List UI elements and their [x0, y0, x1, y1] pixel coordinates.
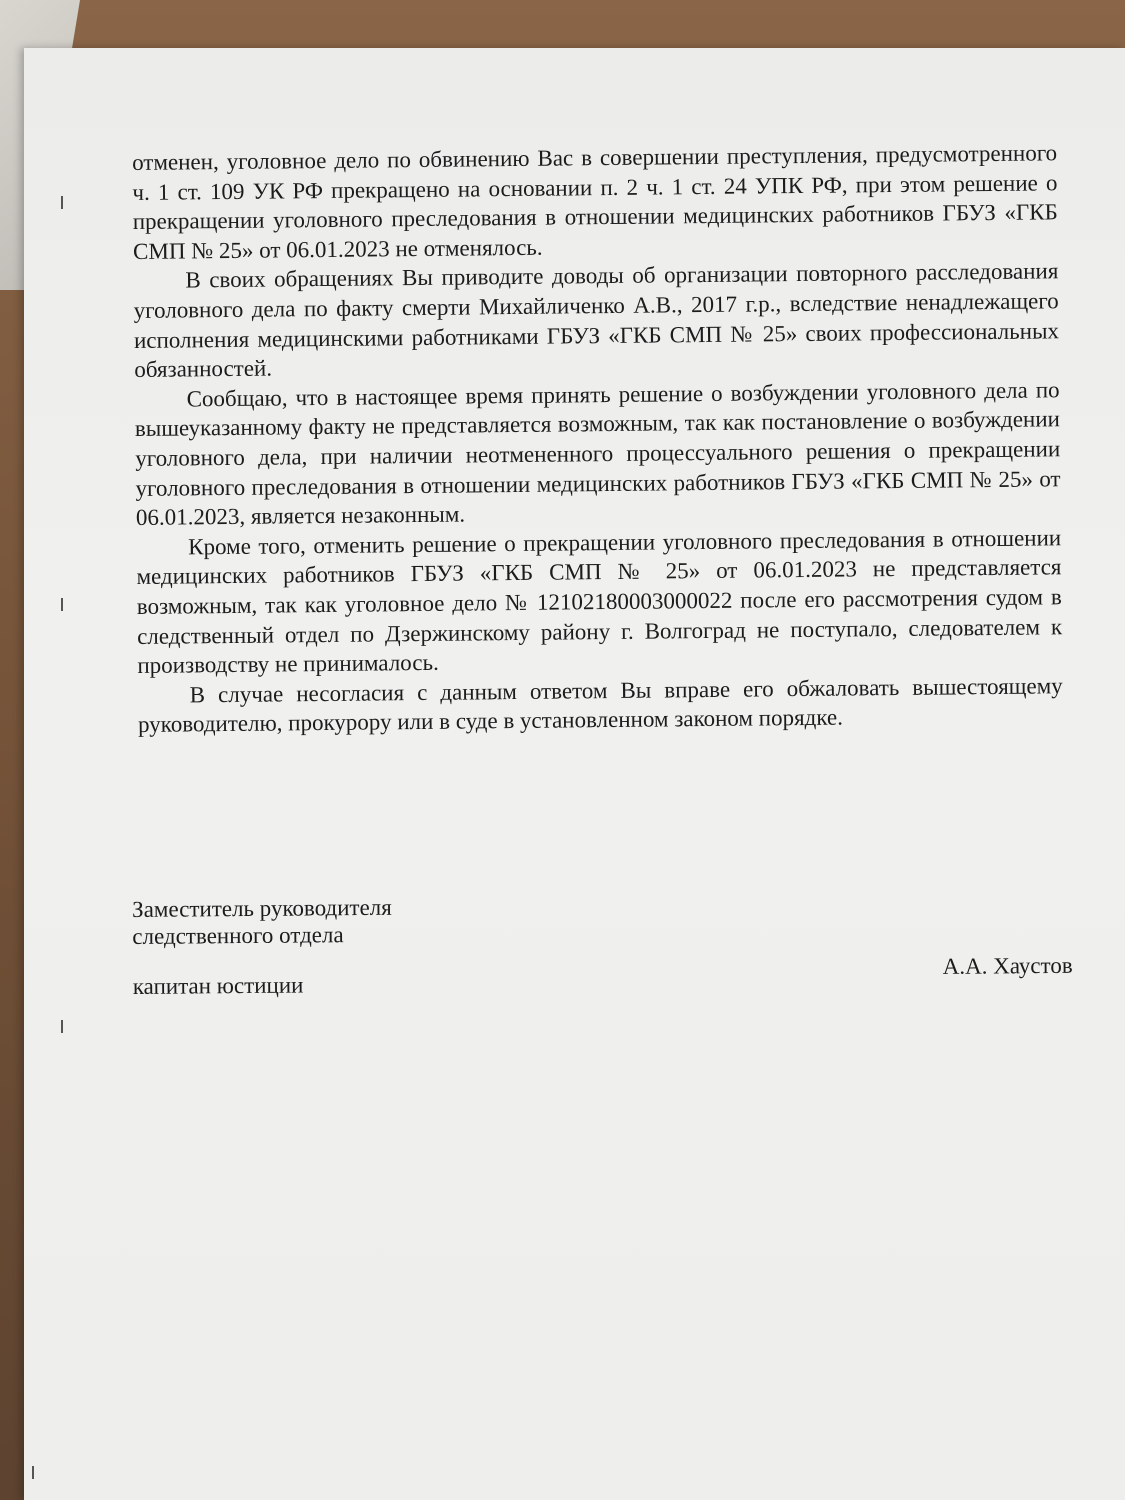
signatory-position-line1: Заместитель руководителя [132, 894, 392, 922]
signatory-name: А.А. Хаустов [942, 952, 1073, 979]
signatory-rank: капитан юстиции [132, 972, 304, 999]
paragraph-case-status: Кроме того, отменить решение о прекращении уголовного преследования в отношении медицинских работников ГБУЗ «ГКБ СМП № 25» от 06.01.2023 не представляется возможным, так как уголовное дело № 12102180003000022 после его рассмотрения судом в следственный отдел по Дзержинскому району г. Волгоград не поступало, следователем к производству не принималось. [136, 525, 1063, 679]
paragraph-appeal-rights: В случае несогласия с данным ответом Вы вправе его обжаловать вышестоящему руководителю, прокурору или в суде в установленном законом порядке. [137, 672, 1063, 738]
signatory-position-line2: следственного отдела [132, 922, 344, 949]
paragraph-appeal-arguments: В своих обращениях Вы приводите доводы об организации повторного расследования уголовного дела по факту смерти Михайличенко А.В., 2017 г.р., вследствие ненадлежащего исполнения медицинскими работниками ГБУЗ «ГКБ СМП № 25» своих профессиональных обязанностей. [133, 258, 1060, 383]
signature-block [132, 888, 1073, 1000]
punch-mark [61, 1020, 63, 1033]
letter-body [132, 138, 1063, 740]
punch-mark [32, 1466, 34, 1479]
document-sheet [24, 48, 1125, 1500]
punch-mark [61, 196, 63, 209]
punch-mark [61, 598, 63, 611]
paragraph-decision: Сообщаю, что в настоящее время принять решение о возбуждении уголовного дела по вышеуказанному факту не представляется возможным, так как постановление о возбуждении уголовного дела, при наличии неотмененного процессуального решения о прекращении уголовного преследования в отношении медицинских работников ГБУЗ «ГКБ СМП № 25» от 06.01.2023, является незаконным. [134, 377, 1061, 531]
paragraph-continuation: отменен, уголовное дело по обвинению Вас в совершении преступления, предусмотренного ч. 1 ст. 109 УК РФ прекращено на основании п. 2 ч. 1 ст. 24 УПК РФ, при этом решение о прекращении уголовного преследования в отношении медицинских работников ГБУЗ «ГКБ СМП № 25» от 06.01.2023 не отменялось. [132, 140, 1058, 264]
